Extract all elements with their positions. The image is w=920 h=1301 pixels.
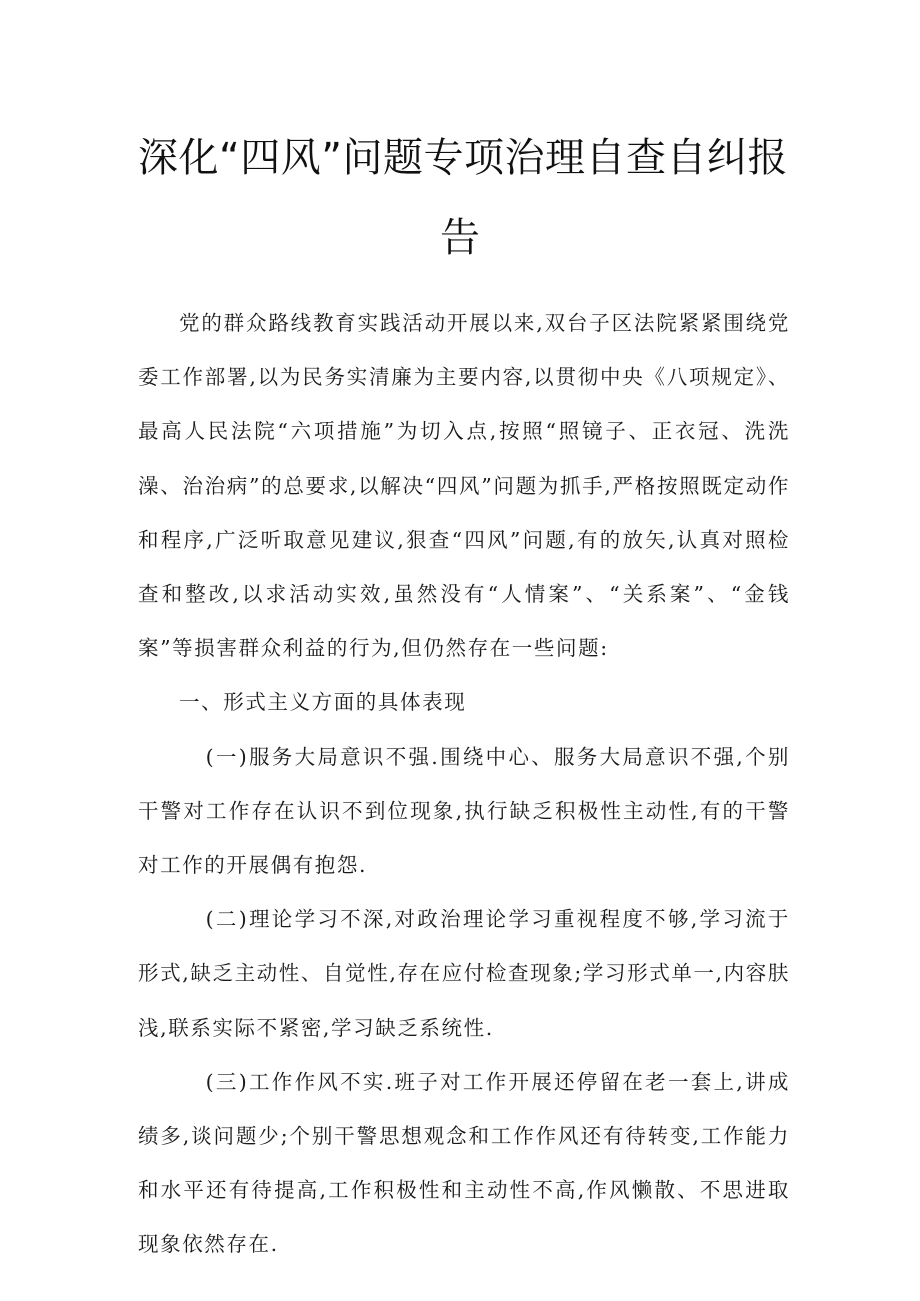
subsection-paragraph-2: (二)理论学习不深,对政治理论学习重视程度不够,学习流于形式,缺乏主动性、自觉性,存在应付检查现象;学习形式单一,内容肤浅,联系实际不紧密,学习缺乏系统性. xyxy=(138,907,790,1040)
document-title-continued: 告 xyxy=(440,215,480,261)
document-body xyxy=(138,296,790,1272)
subsection-paragraph-3: (三)工作作风不实.班子对工作开展还停留在老一套上,讲成绩多,谈问题少;个别干警思想观念和工作作风还有待转变,工作能力和水平还有待提高,工作积极性和主动性不高,作风懒散、不思进取现象依然存在. xyxy=(138,1069,790,1257)
intro-paragraph: 党的群众路线教育实践活动开展以来,双台子区法院紧紧围绕党委工作部署,以为民务实清廉为主要内容,以贯彻中央《八项规定》、最高人民法院“六项措施”为切入点,按照“照镜子、正衣冠、洗洗澡、治治病”的总要求,以解决“四风”问题为抓手,严格按照既定动作和程序,广泛听取意见建议,狠查“四风”问题,有的放矢,认真对照检查和整改,以求活动实效,虽然没有“人情案”、“关系案”、“金钱案”等损害群众利益的行为,但仍然存在一些问题: xyxy=(138,311,790,661)
subsection-paragraph-1: (一)服务大局意识不强.围绕中心、服务大局意识不强,个别干警对工作存在认识不到位现象,执行缺乏积极性主动性,有的干警对工作的开展偶有抱怨. xyxy=(138,744,790,878)
section-heading: 一、形式主义方面的具体表现 xyxy=(179,690,467,715)
document-title: 深化“四风”问题专项治理自查自纠报 xyxy=(138,135,788,181)
